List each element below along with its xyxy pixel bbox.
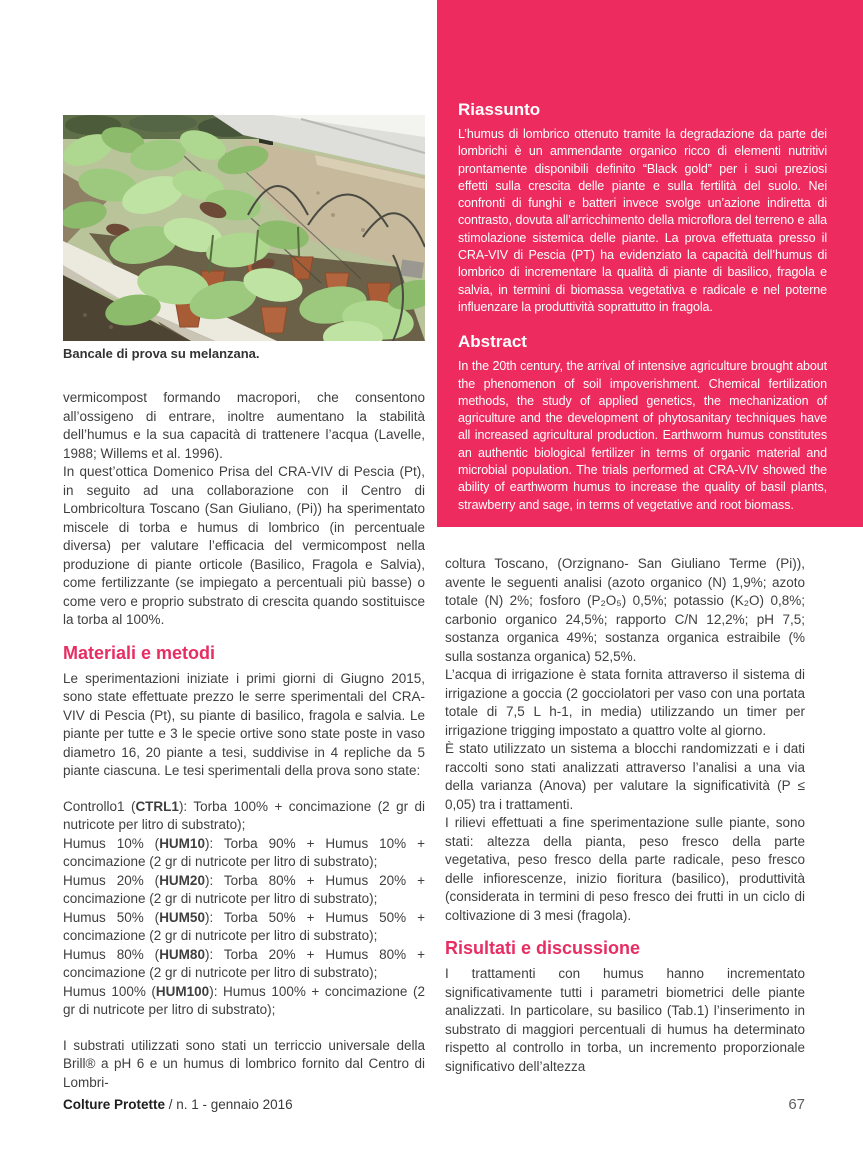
spacer (63, 781, 425, 798)
right-column (445, 555, 805, 1076)
paragraph-results: I trattamenti con humus hanno incrementato significativamente tutti i parametri biometrici delle piante analizzati. In particolare, su basilico (Tab.1) l’inserimento in substrato di maggiori percentuali di humus ha determinato rispetto al controllo in torba, un incremento proporzionale significativo dell’altezza (445, 966, 805, 1074)
treatment-post: ): Torba 50% + Humus 50% + concimazione (2 gr di nutricote per litro di substrato); (63, 909, 425, 943)
treatment-post: ): Torba 100% + concimazione (2 gr di nutricote per litro di substrato); (63, 798, 425, 832)
photo-caption: Bancale di prova su melanzana. (63, 346, 260, 361)
trial-bench-photo (63, 115, 425, 341)
journal-name: Colture Protette (63, 1097, 166, 1112)
paragraph-collaboration: In quest’ottica Domenico Prisa del CRA-VIV di Pescia (Pt), in seguito ad una collaborazione con il Centro di Lombricoltura Toscano (San Giuliano, (Pi)) ha sperimentato miscele di torba e humus di lombrico (in percentuale diversa) per valutare l’efficacia del vermicompost nella produzione di piante orticole (Basilico, Fragola e Salvia), come fertilizzante (se impiegato a percentuali più basse) o come vero e proprio substrato di crescita quando sostituisce la torba al 100%. (63, 464, 425, 627)
left-column (63, 389, 425, 1092)
materials-methods-heading: Materiali e metodi (63, 642, 216, 663)
treatment-item (63, 798, 425, 835)
abstract-text: In the 20th century, the arrival of intensive agriculture brought about the phenomenon of soil impoverishment. Chemical fertilization methods, the study of applied genetics, the mechanization of agriculture and the development of phytosanitary techniques have all increased agricultural production. Earthworm humus constitutes an authentic biological fertilizer in terms of organic material and microbial population. The trials performed at CRA-VIV showed the ability of earthworm humus to increase the quality of basil plants, strawberry and sage, in terms of vegetative and root biomass. (458, 359, 827, 512)
issue-info: / n. 1 - gennaio 2016 (165, 1097, 293, 1112)
paragraph-measurements: I rilievi effettuati a fine sperimentazione sulle piante, sono stati: altezza della pianta, peso fresco della parte vegetativa, peso fresco della parte radicale, peso fresco delle infiorescenze, inizio fioritura (basilico), produttività (considerata in termini di peso fresco dei frutti in un ciclo di coltivazione di 3 mesi (fragola). (445, 815, 805, 923)
results-discussion-heading: Risultati e discussione (445, 938, 641, 958)
treatment-pre: Controllo1 ( (63, 798, 136, 814)
page-number: 67 (788, 1096, 805, 1113)
treatment-pre: Humus 20% ( (63, 872, 160, 888)
paragraph-substrates: I substrati utilizzati sono stati un terriccio universale della Brill® a pH 6 e un humus di lombrico fornito dal Centro di Lombri- (63, 1037, 425, 1090)
treatment-code: HUM50 (159, 909, 205, 925)
treatment-item (63, 835, 425, 872)
treatment-post: ): Humus 100% + concimazione (2 gr di nutricote per litro di substrato); (63, 983, 425, 1017)
trial-bench-photo-illustration (63, 115, 425, 341)
abstract-title: Abstract (458, 332, 527, 352)
treatment-post: ): Torba 20% + Humus 80% + concimazione (2 gr di nutricote per litro di substrato); (63, 946, 425, 980)
treatment-code: CTRL1 (135, 798, 179, 814)
treatment-code: HUM100 (155, 983, 210, 999)
page-footer (63, 1096, 805, 1113)
treatment-code: HUM10 (159, 835, 205, 851)
paragraph-vermicompost: vermicompost formando macropori, che consentono all’ossigeno di entrare, inoltre aumentano la stabilità dell’humus e la sua capacità di trattenere l’acqua (Lavelle, 1988; Willems et al. 1996). (63, 390, 425, 461)
riassunto-text: L’humus di lombrico ottenuto tramite la degradazione da parte dei lombrichi è un ammendante organico ricco di elementi nutritivi prontamente disponibili definito “Black gold” per i suoi preziosi effetti sulla crescita delle piante e sulla fertilità del suolo. Nei confronti di funghi e batteri invece svolge un’azione indiretta di contrasto, dovuta all’arricchimento della microflora del terreno e alla stimolazione sistemica delle piante. La prova effettuata presso il CRA-VIV di Pescia (PT) ha evidenziato la capacità dell’humus di lombrico di incrementare la qualità di piante di basilico, fragola e salvia, in termini di biomassa vegetativa e radicale e nel poterne influenzare la produttività soprattutto in fragola. (458, 127, 827, 314)
treatment-post: ): Torba 90% + Humus 10% + concimazione (2 gr di nutricote per litro di substrato); (63, 835, 425, 869)
treatment-item (63, 946, 425, 983)
treatment-pre: Humus 100% ( (63, 983, 156, 999)
treatment-post: ): Torba 80% + Humus 20% + concimazione (2 gr di nutricote per litro di substrato); (63, 872, 425, 906)
treatment-code: HUM20 (159, 872, 205, 888)
paragraph-irrigation: L’acqua di irrigazione è stata fornita attraverso il sistema di irrigazione a goccia (2 gocciolatori per vaso con una portata totale di 7,5 L h-1, in media) utilizzando un timer per irrigazione trigging impostato a quattro volte al giorno. (445, 667, 805, 738)
treatment-pre: Humus 50% ( (63, 909, 160, 925)
treatment-item (63, 872, 425, 909)
paragraph-methods-intro: Le sperimentazioni iniziate i primi giorni di Giugno 2015, sono state effettuate prezzo le serre sperimentali del CRA-VIV di Pescia (Pt), su piante di basilico, fragola e salvia. Le piante per tutte e 3 le specie ortive sono state poste in vaso diametro 16, 20 piante a tesi, suddivise in 4 repliche da 5 piante ciascuna. Le tesi sperimentali della prova sono state: (63, 670, 425, 778)
paragraph-analysis: coltura Toscano, (Orzignano- San Giuliano Terme (Pi)), avente le seguenti analisi (azoto organico (N) 1,9%; azoto totale (N) 2%; fosforo (P₂O₅) 0,5%; potassio (K₂O) 0,8%; carbonio organico 24,5%; rapporto C/N 12,2%; pH 7,5; sostanza organica 49%; sostanza organica estraibile (% sulla sostanza organica) 52,5%. (445, 556, 805, 664)
spacer (63, 1020, 425, 1037)
treatment-item (63, 983, 425, 1020)
treatment-pre: Humus 80% ( (63, 946, 160, 962)
summary-box (437, 0, 863, 527)
treatment-item (63, 909, 425, 946)
footer-journal-info (63, 1097, 293, 1112)
riassunto-title: Riassunto (458, 100, 541, 119)
treatment-pre: Humus 10% ( (63, 835, 160, 851)
paragraph-statistics: È stato utilizzato un sistema a blocchi randomizzati e i dati raccolti sono stati analizzati attraverso l’analisi a una via della varianza (Anova) per valutare la significatività (P ≤ 0,05) tra i trattamenti. (445, 741, 805, 812)
treatment-code: HUM80 (159, 946, 205, 962)
